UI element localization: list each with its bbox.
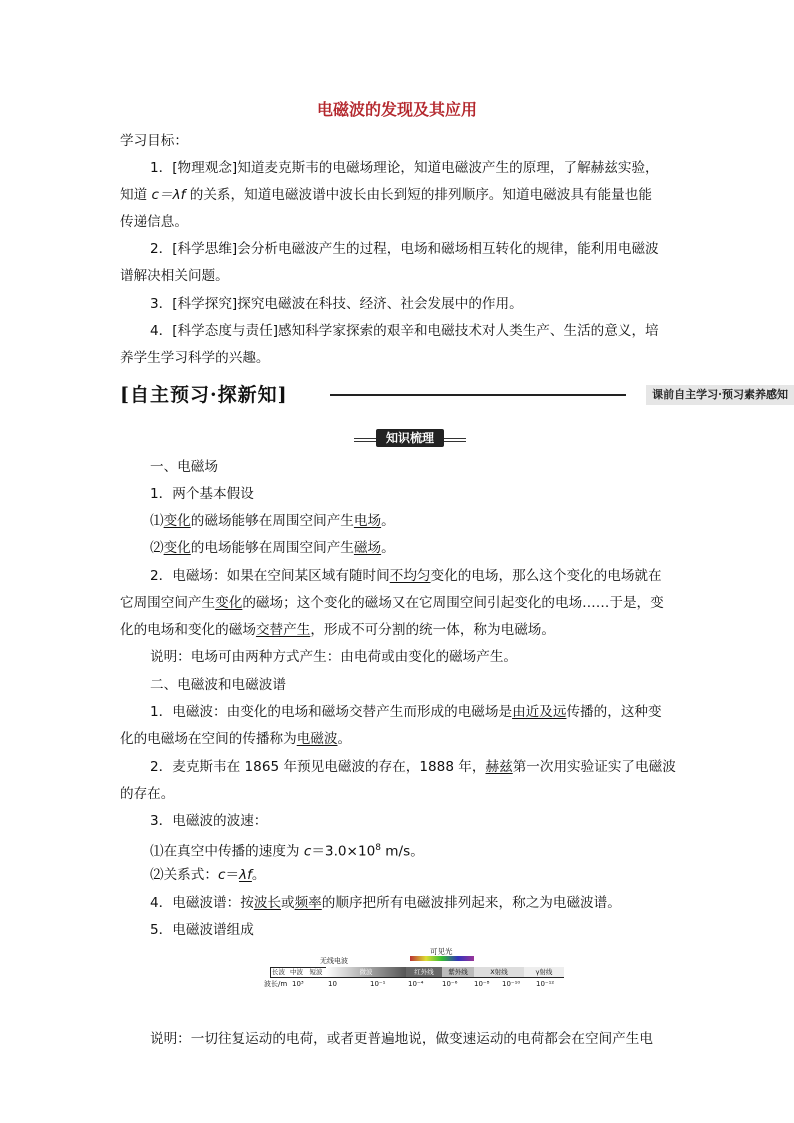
answer: 磁场 xyxy=(353,540,382,556)
section-tag: 课前自主学习·预习素养感知 xyxy=(646,385,794,405)
symbol: c xyxy=(303,843,312,860)
em-wave-line1 xyxy=(150,699,710,726)
text: 它周围空间产生 xyxy=(120,595,216,611)
wave-speed-heading: 3．电磁波的波速： xyxy=(150,813,268,829)
answer: 不均匀 xyxy=(389,568,431,584)
text: 。 xyxy=(337,731,352,747)
seg-gamma: γ射线 xyxy=(524,967,564,977)
text: 1．电磁波：由变化的电场和磁场交替产生而形成的电磁场是 xyxy=(150,704,513,720)
history-line2: 的存在。 xyxy=(120,786,175,802)
seg-microwave: 微波 xyxy=(326,967,406,977)
answer: 电磁波 xyxy=(296,731,338,747)
text: ＝3.0×10 xyxy=(311,843,376,860)
text: ⑴在真空中传播的速度为 xyxy=(150,843,304,860)
tick: 10⁻⁴ xyxy=(408,980,424,988)
visible-light-label: 可见光 xyxy=(430,947,453,956)
answer: 交替产生 xyxy=(255,622,311,638)
subheading-1-1: 1．两个基本假设 xyxy=(150,486,254,502)
text: ⑵关系式： xyxy=(150,867,218,883)
note-2: 说明：一切往复运动的电荷，或者更普遍地说，做变速运动的电荷都会在空间产生电 xyxy=(150,1031,653,1047)
answer: 波长 xyxy=(253,895,281,911)
objective-4-line2: 养学生学习科学的兴趣。 xyxy=(120,350,270,366)
text: 2．电磁场：如果在空间某区域有随时间 xyxy=(150,568,390,584)
answer: 电场 xyxy=(353,513,382,529)
text: ⑵ xyxy=(150,540,164,556)
seg-infrared: 红外线 xyxy=(406,967,442,977)
objective-3: 3．[科学探究]探究电磁波在科技、经济、社会发展中的作用。 xyxy=(150,296,523,312)
formula: c＝λf xyxy=(151,187,186,203)
spectrum-definition xyxy=(150,890,710,917)
tick: 10 xyxy=(328,980,337,988)
note-1: 说明：电场可由两种方式产生：由电荷或由变化的磁场产生。 xyxy=(150,649,518,665)
objective-1-line1: 1．[物理观念]知道麦克斯韦的电磁场理论，知道电磁波产生的原理，了解赫兹实验， xyxy=(150,160,659,176)
text: 的关系，知道电磁波谱中波长由长到短的排列顺序。知道电磁波具有能量也能 xyxy=(185,187,652,203)
em-field-line3 xyxy=(120,617,680,644)
text: 的电场能够在周围空间产生 xyxy=(190,540,354,556)
answer: 频率 xyxy=(294,895,322,911)
history-line1 xyxy=(150,754,710,781)
text: 知道 xyxy=(120,187,152,203)
text: 传播的，这种变 xyxy=(566,704,662,720)
text: 的顺序把所有电磁波排列起来，称之为电磁波谱。 xyxy=(321,895,621,911)
text: 第一次用实验证实了电磁波 xyxy=(512,759,676,775)
exponent: 8 xyxy=(375,843,381,853)
tick: 10⁻⁸ xyxy=(474,980,490,988)
answer: λf xyxy=(239,867,252,883)
text: 。 xyxy=(381,540,395,556)
text: 的磁场；这个变化的磁场又在它周围空间引起变化的电场……于是，变 xyxy=(242,595,664,611)
spectrum-heading: 5．电磁波谱组成 xyxy=(150,922,254,938)
visible-band xyxy=(410,956,474,961)
assumption-1 xyxy=(150,508,710,535)
text: 或 xyxy=(281,895,295,911)
text: 。 xyxy=(381,513,395,529)
em-field-line2 xyxy=(120,590,680,617)
wave-speed-value xyxy=(150,835,710,866)
objective-4-line1: 4．[科学态度与责任]感知科学家探索的艰辛和电磁技术对人类生产、生活的意义，培 xyxy=(150,323,659,339)
text: ⑴ xyxy=(150,513,164,529)
seg-short: 短波 xyxy=(309,968,323,976)
section-header xyxy=(118,380,794,408)
answer: 变化 xyxy=(163,540,191,556)
seg-medium: 中波 xyxy=(290,968,303,976)
tick: 10⁻¹² xyxy=(536,980,555,988)
assumption-2 xyxy=(150,535,710,562)
text: 化的电场和变化的磁场 xyxy=(120,622,256,638)
tick: 10⁻⁶ xyxy=(442,980,458,988)
text: 2．麦克斯韦在 1865 年预见电磁波的存在，1888 年， xyxy=(150,759,486,775)
knowledge-tag xyxy=(354,428,466,450)
em-field-line1 xyxy=(150,563,710,590)
wave-relation xyxy=(150,862,710,889)
axis-label: 波长/m xyxy=(264,980,288,988)
text: 变化的电场，那么这个变化的电场就在 xyxy=(430,568,662,584)
knowledge-tag-label: 知识梳理 xyxy=(376,429,444,447)
text: ，形成不可分割的统一体，称为电磁场。 xyxy=(310,622,555,638)
objective-1-line2 xyxy=(120,182,680,209)
tick: 10³ xyxy=(292,980,304,988)
objectives-heading: 学习目标： xyxy=(120,133,188,149)
section-title: [自主预习·探新知] xyxy=(120,384,288,406)
em-wave-line2 xyxy=(120,726,680,753)
page-title: 电磁波的发现及其应用 xyxy=(316,100,477,119)
text: ＝ xyxy=(225,867,240,883)
answer: 赫兹 xyxy=(485,759,513,775)
answer: 变化 xyxy=(163,513,191,529)
answer: 变化 xyxy=(215,595,243,611)
seg-xray: X射线 xyxy=(474,967,524,977)
symbol: c xyxy=(217,867,226,883)
seg-ultraviolet: 紫外线 xyxy=(442,967,474,977)
spectrum-diagram xyxy=(264,947,564,992)
objective-1-line3: 传递信息。 xyxy=(120,214,188,230)
heading-2: 二、电磁波和电磁波谱 xyxy=(150,677,286,693)
heading-1: 一、电磁场 xyxy=(150,459,218,475)
text: m/s。 xyxy=(380,843,424,860)
seg-long: 长波 xyxy=(272,968,285,976)
text: 4．电磁波谱：按 xyxy=(150,895,254,911)
text: 。 xyxy=(251,867,266,883)
text: 的磁场能够在周围空间产生 xyxy=(190,513,354,529)
objective-2-line1: 2．[科学思维]会分析电磁波产生的过程，电场和磁场相互转化的规律，能利用电磁波 xyxy=(150,241,659,257)
tick: 10⁻¹⁰ xyxy=(502,980,521,988)
text: 化的电磁场在空间的传播称为 xyxy=(120,731,297,747)
section-rule xyxy=(330,394,626,396)
answer: 由近及远 xyxy=(512,704,567,720)
radio-label: 无线电波 xyxy=(320,957,348,965)
tick: 10⁻¹ xyxy=(370,980,386,988)
objective-2-line2: 谱解决相关问题。 xyxy=(120,268,229,284)
